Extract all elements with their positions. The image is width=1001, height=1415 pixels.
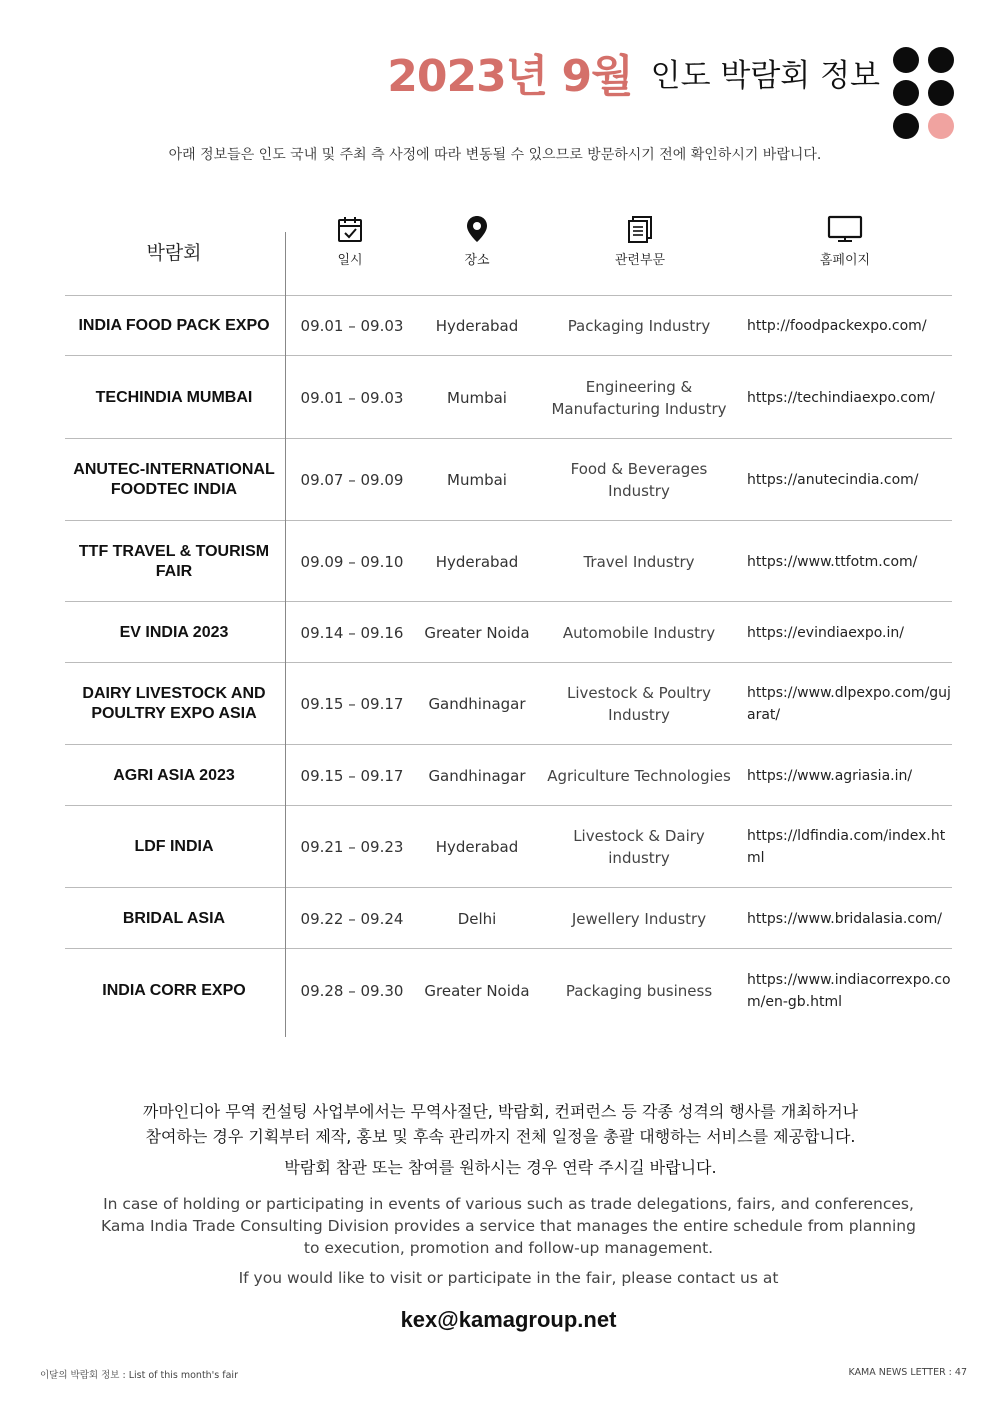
korean-info-line-2: 참여하는 경우 기획부터 제작, 홍보 및 후속 관리까지 전체 일정을 총괄 대행하는 서비스를 제공합니다.: [145, 1127, 856, 1146]
fair-name: INDIA CORR EXPO: [102, 982, 246, 999]
table-row: [65, 295, 952, 356]
fair-place: Greater Noida: [424, 623, 530, 642]
fair-name: ANUTEC-INTERNATIONAL FOODTEC INDIA: [73, 461, 275, 498]
header-homepage: [785, 215, 905, 275]
table-row: [65, 520, 952, 602]
footer-section-label: 이달의 박람회 정보 : List of this month's fair: [40, 1370, 238, 1381]
table-row: [65, 355, 952, 439]
fair-sector: Packaging business: [565, 982, 713, 1000]
fair-sector: Livestock & Poultry Industry: [567, 684, 711, 724]
english-info-line-2: Kama India Trade Consulting Division provides a service that manages the entire schedule from planning: [101, 1217, 916, 1235]
contact-email-link[interactable]: kex@kamagroup.net: [400, 1307, 617, 1332]
fair-date: 09.01 – 09.03: [300, 388, 404, 407]
header-sector: [580, 215, 700, 275]
header-fair: 박람회: [146, 242, 202, 264]
fair-homepage-link[interactable]: https://www.dlpexpo.com/gujarat/: [747, 685, 951, 723]
fair-date: 09.15 – 09.17: [300, 766, 404, 785]
fair-homepage-link[interactable]: http://foodpackexpo.com/: [747, 318, 927, 334]
fair-sector: Livestock & Dairy industry: [573, 827, 705, 867]
fair-place: Hyderabad: [435, 838, 519, 856]
monitor-icon: [827, 215, 863, 243]
fair-homepage-link[interactable]: https://www.bridalasia.com/: [747, 910, 942, 927]
table-row: [65, 438, 952, 521]
korean-info-line-1: 까마인디아 무역 컨설팅 사업부에서는 무역사절단, 박람회, 컨퍼런스 등 각종 성격의 행사를 개최하거나: [142, 1102, 859, 1121]
fair-homepage-link[interactable]: https://www.ttfotm.com/: [747, 553, 918, 570]
header-place-label: 장소: [464, 253, 490, 268]
table-row: [65, 948, 952, 1033]
fair-date: 09.07 – 09.09: [300, 471, 404, 489]
table-row: [65, 744, 952, 806]
header-date-label: 일시: [337, 253, 363, 268]
english-info-line-1: In case of holding or participating in events of various such as trade delegations, fairs, and conferences,: [103, 1195, 914, 1213]
fair-place: Mumbai: [447, 388, 507, 407]
fair-sector: Travel Industry: [583, 552, 695, 571]
fair-date: 09.15 – 09.17: [300, 695, 404, 713]
fair-sector: Automobile Industry: [562, 623, 716, 642]
fair-name: EV INDIA 2023: [119, 623, 229, 641]
fair-place: Hyderabad: [435, 552, 519, 571]
page-title: [0, 40, 880, 104]
fair-name: LDF INDIA: [134, 838, 214, 855]
header-date: [300, 215, 400, 275]
fair-name: BRIDAL ASIA: [122, 909, 226, 927]
page-subtitle: 아래 정보들은 인도 국내 및 주최 측 사정에 따라 변동될 수 있으므로 방문하시기 전에 확인하시기 바랍니다.: [168, 147, 822, 163]
fair-date: 09.28 – 09.30: [300, 982, 404, 1000]
fair-place: Delhi: [457, 909, 497, 928]
table-row: [65, 805, 952, 888]
fair-homepage-link[interactable]: https://evindiaexpo.in/: [747, 624, 904, 641]
table-row: [65, 662, 952, 745]
title-accent: 2023년 9월: [387, 51, 633, 102]
fair-sector: Packaging Industry: [567, 317, 711, 335]
fair-date: 09.21 – 09.23: [300, 838, 404, 856]
document-icon: [627, 215, 653, 243]
korean-info-line-3: 박람회 참관 또는 참여를 원하시는 경우 연락 주시길 바랍니다.: [284, 1158, 717, 1177]
fair-place: Hyderabad: [435, 317, 519, 335]
fair-sector: Food & Beverages Industry: [570, 460, 708, 500]
fair-name: TECHINDIA MUMBAI: [95, 388, 253, 406]
fair-date: 09.01 – 09.03: [300, 317, 404, 335]
fair-place: Mumbai: [447, 471, 507, 489]
footer-page-label: KAMA NEWS LETTER : 47: [848, 1367, 967, 1378]
table-row: [65, 887, 952, 949]
fair-sector: Engineering & Manufacturing Industry: [551, 377, 727, 418]
header-sector-label: 관련부문: [614, 253, 666, 268]
fair-name: TTF TRAVEL & TOURISM FAIR: [78, 542, 270, 580]
fair-homepage-link[interactable]: https://anutecindia.com/: [747, 472, 919, 488]
header-homepage-label: 홈페이지: [819, 253, 871, 268]
decorative-dots: [893, 47, 955, 139]
english-info-line-4: If you would like to visit or participate in the fair, please contact us at: [238, 1269, 779, 1287]
location-pin-icon: [465, 215, 489, 243]
fair-homepage-link[interactable]: https://www.agriasia.in/: [747, 767, 913, 784]
fair-date: 09.09 – 09.10: [300, 552, 404, 571]
table-row: [65, 601, 952, 663]
english-info-line-3: to execution, promotion and follow-up management.: [303, 1239, 714, 1257]
fair-place: Gandhinagar: [428, 766, 526, 785]
fair-place: Greater Noida: [424, 982, 530, 1000]
fair-homepage-link[interactable]: https://www.indiacorrexpo.com/en-gb.html: [747, 972, 951, 1010]
table-divider: [285, 232, 286, 1037]
header-place: [427, 215, 527, 275]
fair-sector: Jewellery Industry: [571, 909, 707, 928]
title-main: 인도 박람회 정보: [650, 57, 880, 94]
fair-place: Gandhinagar: [428, 695, 526, 713]
fair-date: 09.22 – 09.24: [300, 909, 404, 928]
fair-homepage-link[interactable]: https://ldfindia.com/index.html: [747, 828, 946, 866]
fair-homepage-link[interactable]: https://techindiaexpo.com/: [747, 389, 935, 406]
fair-name: AGRI ASIA 2023: [113, 766, 235, 784]
fair-name: INDIA FOOD PACK EXPO: [78, 317, 270, 334]
fair-name: DAIRY LIVESTOCK AND POULTRY EXPO ASIA: [82, 685, 266, 722]
fair-sector: Agriculture Technologies: [547, 766, 731, 785]
calendar-icon: [337, 215, 363, 243]
fair-date: 09.14 – 09.16: [300, 623, 404, 642]
